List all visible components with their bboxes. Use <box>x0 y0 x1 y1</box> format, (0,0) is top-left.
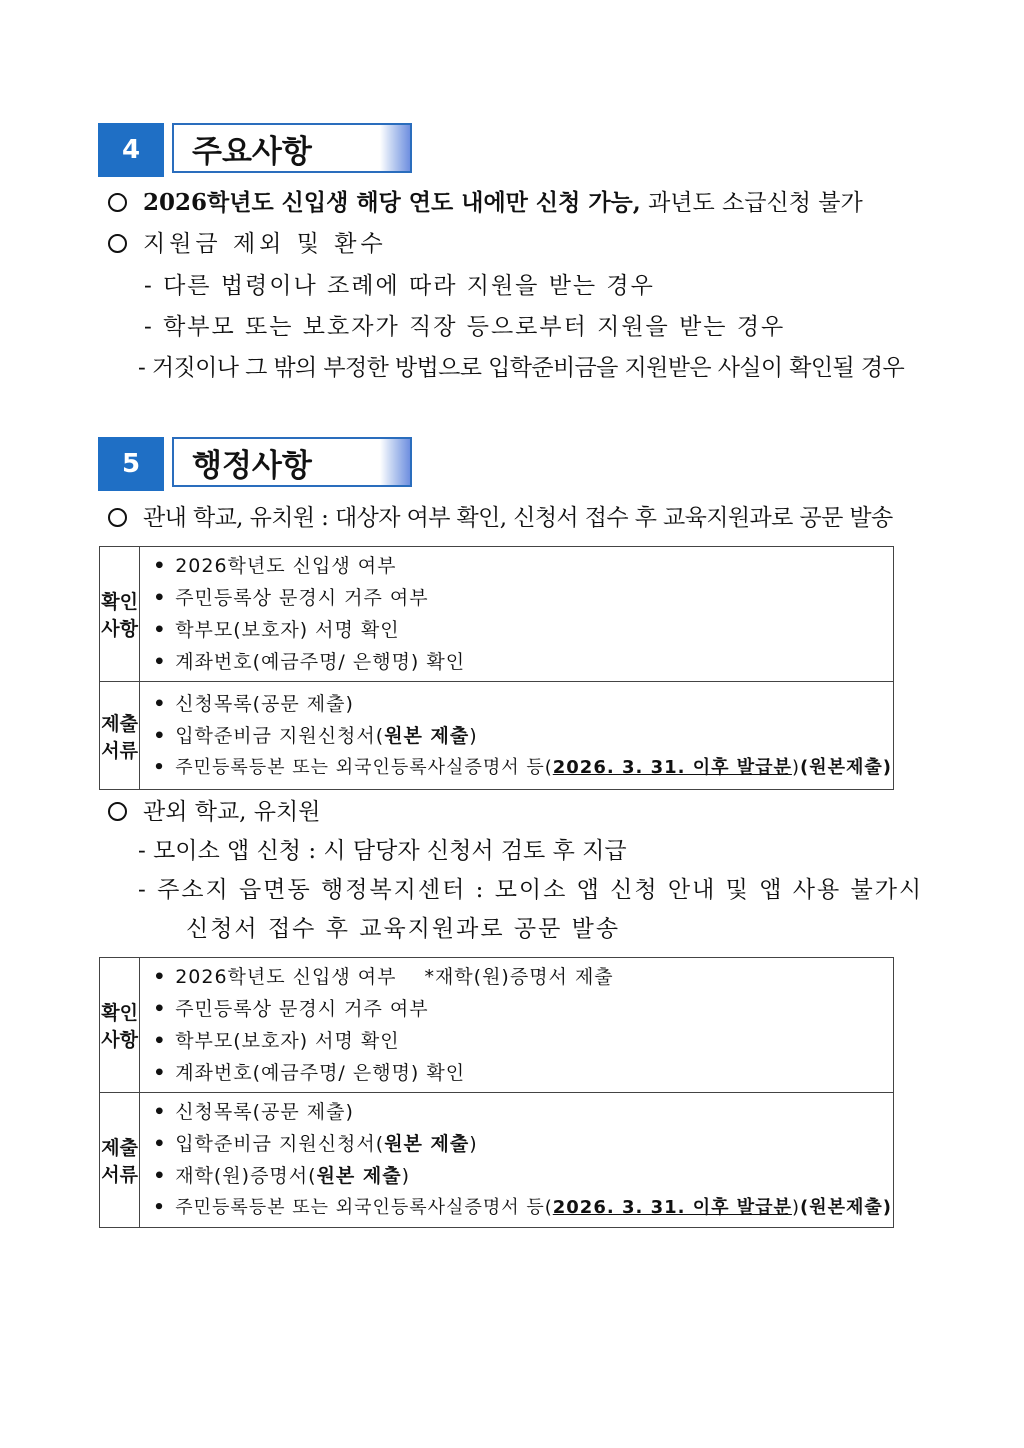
list-item: • 계좌번호(예금주명/ 은행명) 확인 <box>153 651 466 673</box>
section-title: 주요사항 <box>192 133 312 170</box>
table-row <box>100 958 894 1093</box>
text: 관내 학교, 유치원 : 대상자 여부 확인, 신청서 접수 후 교육지원과로 공문 발송 <box>143 505 893 531</box>
list-item: • 학부모(보호자) 서명 확인 <box>153 1030 400 1052</box>
circle-bullet-icon <box>108 193 127 212</box>
row-label: 확인사항 <box>100 547 140 682</box>
bullet-item <box>108 229 387 259</box>
section-number: 4 <box>98 123 164 177</box>
list-item: • 재학(원)증명서(원본 제출) <box>153 1165 411 1187</box>
text: 지원금 제외 및 환수 <box>143 231 387 257</box>
sub-item: - 주소지 읍면동 행정복지센터 : 모이소 앱 신청 안내 및 앱 사용 불가시 <box>138 877 924 903</box>
text: 관외 학교, 유치원 <box>143 799 321 825</box>
list-item: • 주민등록등본 또는 외국인등록사실증명서 등(2026. 3. 31. 이후 발급분)(원본제출) <box>153 1197 892 1218</box>
row-content <box>140 682 894 790</box>
row-content <box>140 958 894 1093</box>
list-item: • 2026학년도 신입생 여부 *재학(원)증명서 제출 <box>153 966 614 988</box>
sub-item-continuation: 신청서 접수 후 교육지원과로 공문 발송 <box>186 916 621 942</box>
row-label: 확인사항 <box>100 958 140 1093</box>
row-content <box>140 547 894 682</box>
info-table-local <box>99 546 894 790</box>
sub-item: - 다른 법령이나 조례에 따라 지원을 받는 경우 <box>144 273 655 299</box>
info-table-external <box>99 957 894 1228</box>
title-gradient-decoration <box>380 439 410 485</box>
list-item: • 신청목록(공문 제출) <box>153 1101 354 1123</box>
list-item: • 입학준비금 지원신청서(원본 제출) <box>153 724 478 747</box>
row-label: 제출서류 <box>100 682 140 790</box>
list-item: • 입학준비금 지원신청서(원본 제출) <box>153 1133 478 1155</box>
section-5-header <box>98 437 418 491</box>
bullet-item <box>108 797 320 827</box>
bold-text: 2026학년도 신입생 해당 연도 내에만 신청 가능, <box>143 189 641 216</box>
section-title-box <box>172 437 412 487</box>
row-content <box>140 1093 894 1228</box>
text: 과년도 소급신청 불가 <box>640 190 863 216</box>
table-row <box>100 547 894 682</box>
bullet-item <box>108 188 863 218</box>
list-item: • 주민등록상 문경시 거주 여부 <box>153 587 429 609</box>
list-item: • 신청목록(공문 제출) <box>153 692 354 715</box>
list-item: • 주민등록등본 또는 외국인등록사실증명서 등(2026. 3. 31. 이후 발급분)(원본제출) <box>153 756 892 778</box>
table-row <box>100 1093 894 1228</box>
table-row <box>100 682 894 790</box>
bullet-item <box>108 503 893 533</box>
section-4-header <box>98 123 418 177</box>
sub-item: - 학부모 또는 보호자가 직장 등으로부터 지원을 받는 경우 <box>144 314 786 340</box>
circle-bullet-icon <box>108 234 127 253</box>
title-gradient-decoration <box>380 125 410 171</box>
list-item: • 계좌번호(예금주명/ 은행명) 확인 <box>153 1062 466 1084</box>
list-item: • 학부모(보호자) 서명 확인 <box>153 619 400 641</box>
row-label: 제출서류 <box>100 1093 140 1228</box>
section-title: 행정사항 <box>192 447 312 484</box>
section-title-box <box>172 123 412 173</box>
list-item: • 2026학년도 신입생 여부 <box>153 555 397 577</box>
section-number: 5 <box>98 437 164 491</box>
list-item: • 주민등록상 문경시 거주 여부 <box>153 998 429 1020</box>
sub-item: - 모이소 앱 신청 : 시 담당자 신청서 검토 후 지급 <box>138 838 627 864</box>
circle-bullet-icon <box>108 802 127 821</box>
circle-bullet-icon <box>108 508 127 527</box>
sub-item: - 거짓이나 그 밖의 부정한 방법으로 입학준비금을 지원받은 사실이 확인될 경우 <box>138 355 905 381</box>
